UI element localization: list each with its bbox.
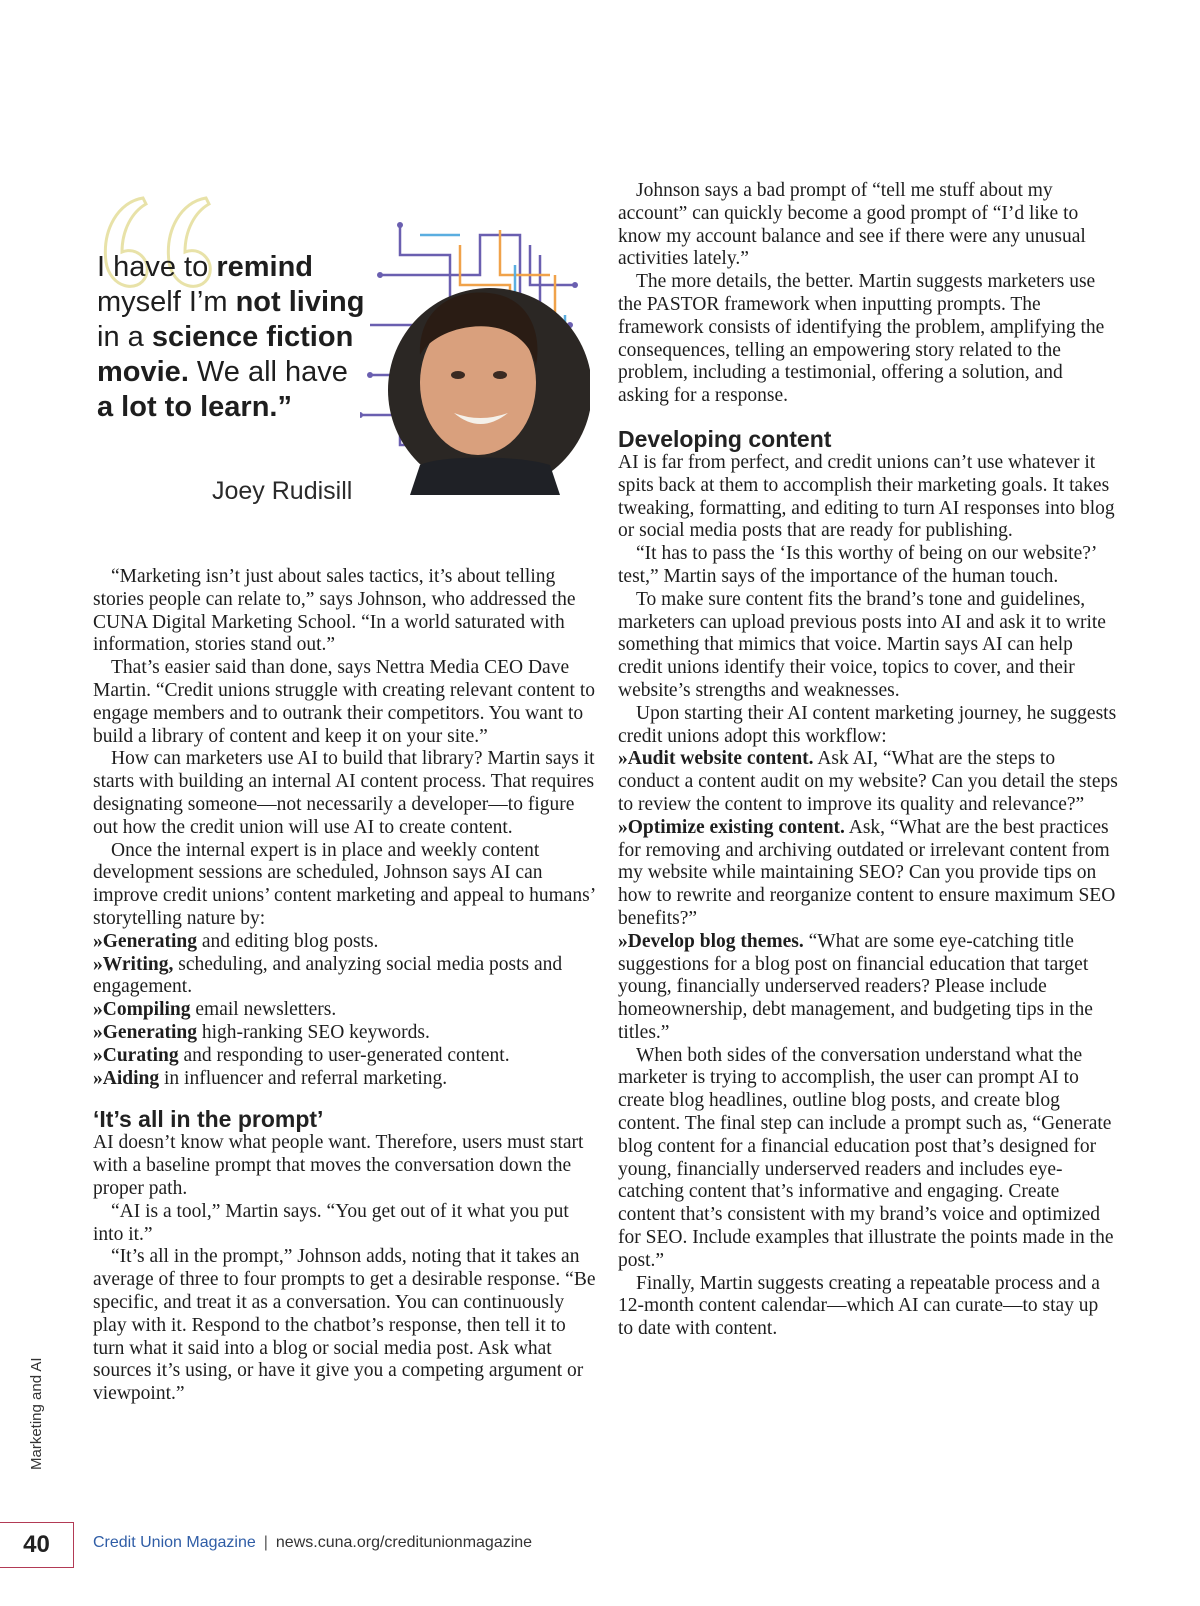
footer: [93, 1534, 532, 1552]
section-heading: ‘It’s all in the prompt’: [93, 1106, 324, 1133]
bullet-marker: »: [618, 930, 628, 952]
quote-text: myself I’m: [97, 286, 236, 318]
bullet-marker: »: [93, 1067, 103, 1089]
section-heading: Developing content: [618, 425, 832, 452]
quote-text: We all have: [188, 356, 348, 388]
bullet-text: scheduling, and analyzing social media posts and engagement.: [93, 953, 563, 998]
bullet-lead: Generating: [102, 1021, 197, 1043]
paragraph: That’s easier said than done, says Nettra Media CEO Dave Martin. “Credit unions struggle with creating relevant content to engage members and to outrank their competitors. You want to build a library of content and keep it on your site.”: [93, 657, 595, 747]
quote-attribution: Joey Rudisill: [212, 477, 353, 505]
bullet-text: and editing blog posts.: [196, 930, 379, 952]
footer-url[interactable]: news.cuna.org/creditunionmagazine: [275, 1534, 533, 1551]
bullet-lead: Develop blog themes.: [627, 930, 804, 952]
bullet-text: Ask AI, “What are the steps to conduct a content audit on my website? Can you detail the steps to review the content to improve its quality and relevance?”: [618, 748, 1118, 815]
bullet-item: [93, 1022, 598, 1045]
magazine-name: Credit Union Magazine: [93, 1534, 256, 1551]
section-label: Marketing and AI: [28, 1357, 45, 1470]
bullet-marker: »: [93, 999, 103, 1021]
bullet-marker: »: [93, 930, 103, 952]
paragraph: Once the internal expert is in place and weekly content development sessions are scheduled, Johnson says AI can improve credit unions’ content marketing and appeal to humans’ storytelling nature by:: [93, 839, 595, 929]
paragraph: Johnson says a bad prompt of “tell me stuff about my account” can quickly become a good prompt of “I’d like to know my account balance and see if there were any unusual activities lately.”: [618, 180, 1086, 270]
bullet-text: “What are some eye-catching title suggestions for a blog post on financial education that target young, financially underserved readers? Please include homeownership, debt management, and budgeting tips in the titles.”: [618, 930, 1093, 1043]
bullet-item: [618, 748, 1118, 816]
bullet-item: [93, 954, 598, 1000]
bullet-lead: Generating: [102, 930, 197, 952]
bullet-text: Ask, “What are the best practices for removing and archiving outdated or irrelevant content from my website while maintaining SEO? Can you provide tips on how to rewrite and reorganize content to ensure maximum SEO benefits?”: [618, 816, 1116, 929]
quote-text: I have to: [97, 251, 217, 283]
bullet-lead: Writing,: [102, 953, 174, 975]
paragraph: Upon starting their AI content marketing journey, he suggests credit unions adopt this workflow:: [618, 702, 1117, 747]
bullet-lead: Audit website content.: [627, 748, 814, 770]
quote-emphasis: movie.: [97, 356, 189, 388]
right-column: [618, 180, 1118, 1341]
bullet-marker: »: [93, 1021, 103, 1043]
quote-emphasis: not living: [235, 286, 365, 318]
bullet-item: [618, 931, 1118, 1045]
quote-text: in a: [97, 321, 152, 353]
paragraph: When both sides of the conversation understand what the marketer is trying to accomplish, the user can prompt AI to create blog headlines, outline blog posts, and create blog content. The final step can include a prompt such as, “Generate blog content for a financial education post that’s designed for young, financially underserved readers and includes eye-catching content that’s informative and engaging. Create content that’s consistent with my brand’s voice and optimized for SEO. Include examples that illustrate the points made in the post.”: [618, 1044, 1114, 1271]
quote-emphasis: a lot to learn.”: [97, 391, 292, 423]
bullet-item: [618, 817, 1118, 931]
paragraph: Finally, Martin suggests creating a repeatable process and a 12-month content calendar—which AI can curate—to stay up to date with content.: [618, 1272, 1100, 1340]
bullet-marker: »: [93, 1044, 103, 1066]
bullet-text: and responding to user-generated content.: [178, 1044, 510, 1066]
paragraph: “It’s all in the prompt,” Johnson adds, noting that it takes an average of three to four prompts to get a desirable response. “Be specific, and treat it as a conversation. You can continuously play with it. Respond to the chatbot’s response, then tell it to turn what it said into a blog or social media post. Ask what sources it’s using, or have it give you a competing argument or viewpoint.”: [93, 1246, 596, 1405]
page-number: 40: [0, 1522, 74, 1568]
paragraph: How can marketers use AI to build that library? Martin says it starts with building an internal AI content process. That requires designating someone—not necessarily a developer—to figure out how the credit union will use AI to create content.: [93, 748, 595, 838]
paragraph: AI doesn’t know what people want. Therefore, users must start with a baseline prompt that moves the conversation down the proper path.: [93, 1132, 584, 1199]
bullet-text: in influencer and referral marketing.: [159, 1067, 448, 1089]
footer-separator: |: [263, 1534, 268, 1551]
bullet-item: [93, 999, 598, 1022]
paragraph: The more details, the better. Martin suggests marketers use the PASTOR framework when inputting prompts. The framework consists of identifying the problem, amplifying the consequences, telling an empowering story related to the problem, including a testimonial, offering a solution, and asking for a response.: [618, 271, 1105, 407]
bullet-text: email newsletters.: [190, 999, 337, 1021]
bullet-lead: Compiling: [102, 999, 191, 1021]
bullet-item: [93, 1068, 598, 1091]
quote-emphasis: science fiction: [151, 321, 354, 353]
paragraph: To make sure content fits the brand’s tone and guidelines, marketers can upload previous posts into AI and ask it to write something that mimics that voice. Martin says AI can help credit unions identify their voice, topics to cover, and their website’s strengths and weaknesses.: [618, 588, 1106, 701]
pull-quote: [97, 250, 397, 425]
bullet-item: [93, 931, 598, 954]
paragraph: “Marketing isn’t just about sales tactics, it’s about telling stories people can relate to,” says Johnson, who addressed the CUNA Digital Marketing School. “In a world saturated with information, stories stand out.”: [93, 566, 576, 656]
bullet-marker: »: [618, 748, 628, 770]
bullet-item: [93, 1045, 598, 1068]
bullet-lead: Curating: [102, 1044, 179, 1066]
paragraph: “It has to pass the ‘Is this worthy of being on our website?’ test,” Martin says of the importance of the human touch.: [618, 543, 1096, 587]
bullet-lead: Optimize existing content.: [627, 816, 845, 838]
bullet-marker: »: [93, 953, 103, 975]
bullet-lead: Aiding: [102, 1067, 160, 1089]
quote-emphasis: remind: [216, 251, 313, 283]
bullet-text: high-ranking SEO keywords.: [196, 1021, 430, 1043]
bullet-marker: »: [618, 816, 628, 838]
left-column: [93, 566, 598, 1406]
paragraph: “AI is a tool,” Martin says. “You get out of it what you put into it.”: [93, 1200, 569, 1245]
paragraph: AI is far from perfect, and credit unions can’t use whatever it spits back at them to accomplish their marketing goals. It takes tweaking, formatting, and editing to turn AI responses into blog or social media posts that are ready for publishing.: [618, 451, 1115, 542]
